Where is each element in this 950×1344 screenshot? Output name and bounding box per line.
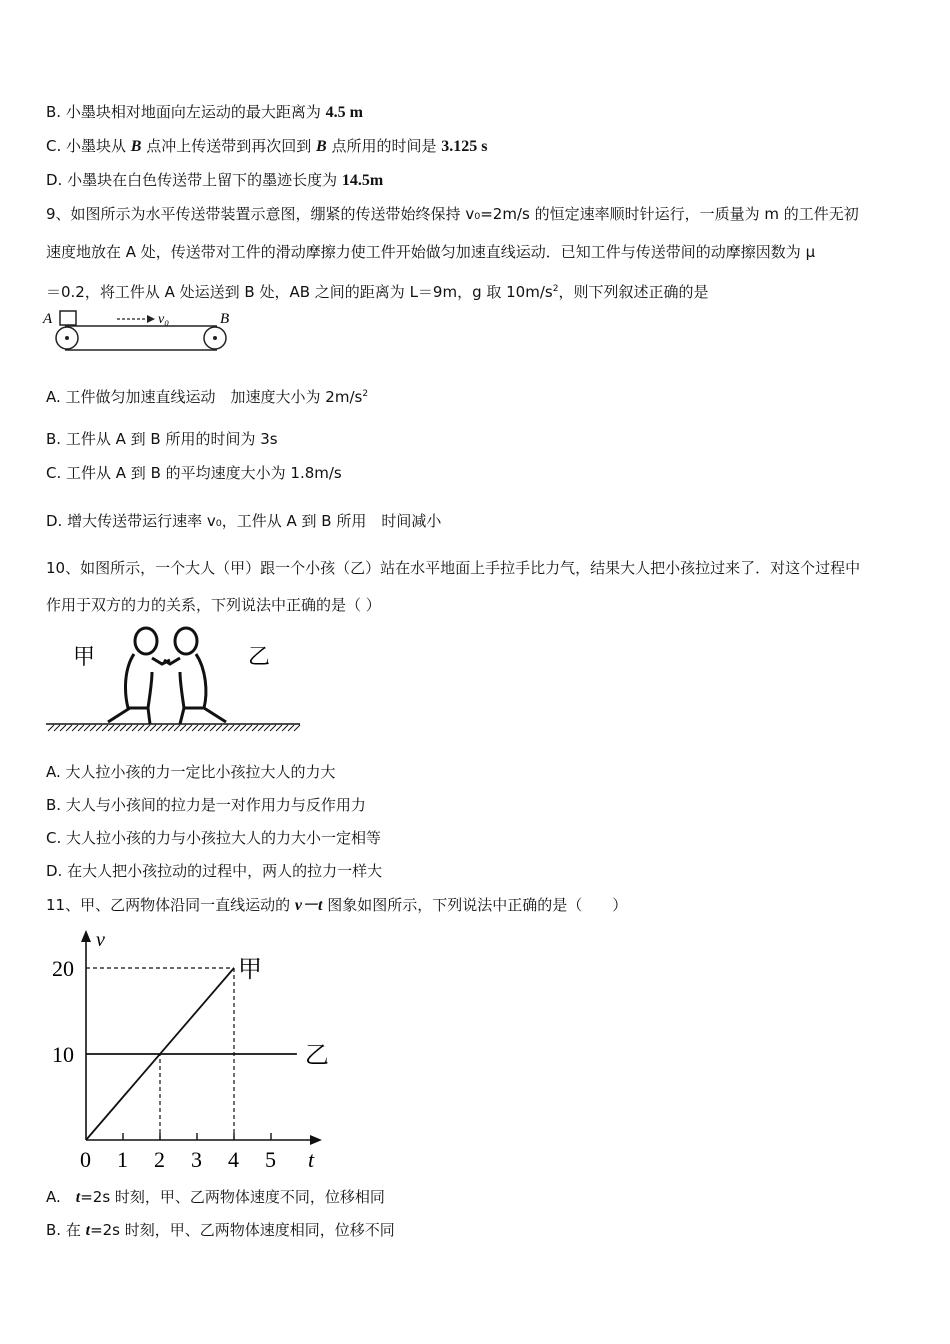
q10-option-a: A. 大人拉小孩的力一定比小孩拉大人的力大 [46,763,336,781]
q11-option-a-post: =2s 时刻，甲、乙两物体速度不同，位移相同 [80,1188,385,1206]
q9-option-a-sup: 2 [362,389,369,399]
hatch-mark [90,725,96,731]
conveyor-label-a: A [43,311,53,327]
q11-stem-post: 图象如图所示，下列说法中正确的是（ ） [322,896,628,914]
q8-option-b [46,102,363,123]
hatch-mark [252,725,258,731]
hatch-mark [72,725,78,731]
hatch-mark [48,725,54,731]
q9-stem-line3 [46,279,708,302]
hatch-mark [264,725,270,731]
q9-stem-line3-text: ＝0.2，将工件从 A 处运送到 B 处，AB 之间的距离为 L＝9m，g 取 10m/s [46,283,553,301]
q9-option-a-text: A. 工件做匀加速直线运动 加速度大小为 2m/s [46,388,363,406]
ground-hatching [48,725,300,731]
hatch-mark [114,725,120,731]
x-tick-label: 0 [80,1147,91,1172]
hatch-mark [108,725,114,731]
x-tick-label: 5 [265,1147,276,1172]
right-pulley-axle [213,336,217,340]
q10-stem-line1: 10、如图所示，一个大人（甲）跟一个小孩（乙）站在水平地面上手拉手比力气，结果大人把小孩拉过来了．对这个过程中 [46,559,861,577]
q11-option-a-t: t [75,1189,81,1206]
q11-stem [46,895,627,916]
left-pulley-axle [65,336,69,340]
q9-stem-line3-sup: 2 [552,284,559,294]
hatch-mark [192,725,198,731]
adult-leg-right [148,708,150,724]
q9-option-b: B. 工件从 A 到 B 所用的时间为 3s [46,430,278,448]
hatch-mark [96,725,102,731]
conveyor-belt-figure [40,306,240,356]
workpiece-block [60,311,76,325]
q8-option-d-value: 14.5m [341,172,384,189]
hatch-mark [276,725,282,731]
x-tick-label: 3 [191,1147,202,1172]
series-yi-label: 乙 [304,1043,329,1069]
hatch-mark [168,725,174,731]
hatch-mark [138,725,144,731]
y-tick-label: 20 [52,956,74,981]
q8-option-c-value: 3.125 s [441,138,488,155]
vt-chart [40,924,340,1176]
hatch-mark [186,725,192,731]
label-yi: 乙 [248,644,271,669]
hatch-mark [240,725,246,731]
child-leg-right [204,708,226,722]
hatch-mark [84,725,90,731]
q8-option-d-text: D. 小墨块在白色传送带上留下的墨迹长度为 [46,171,342,189]
hatch-mark [258,725,264,731]
q9-stem-line1: 9、如图所示为水平传送带装置示意图，绷紧的传送带始终保持 v₀=2m/s 的恒定速率顺时针运行，一质量为 m 的工件无初 [46,205,859,223]
velocity-arrowhead [147,315,155,323]
x-tick-label: 4 [228,1147,239,1172]
y-axis-arrow [81,930,91,942]
q8-option-c-mid: 点冲上传送带到再次回到 [141,137,316,155]
hatch-mark [204,725,210,731]
q9-option-d: D. 增大传送带运行速率 v₀，工件从 A 到 B 所用 时间减小 [46,512,442,530]
hatch-mark [174,725,180,731]
q11-option-b-t: t [85,1222,91,1239]
hatch-mark [288,725,294,731]
hatch-mark [54,725,60,731]
adult-body [126,654,152,708]
hatch-mark [120,725,126,731]
child-body [180,654,206,708]
q8-option-c-post: 点所用的时间是 [326,137,442,155]
hatch-mark [294,725,300,731]
hatch-mark [246,725,252,731]
child-head [175,628,197,654]
q11-option-a-pre: A. [46,1188,76,1206]
series-jia-label: 甲 [238,957,262,983]
hatch-mark [180,725,186,731]
q8-option-c-b2: B [316,138,327,155]
hatch-mark [78,725,84,731]
hatch-mark [60,725,66,731]
hatch-mark [282,725,288,731]
hatch-mark [156,725,162,731]
hatch-mark [228,725,234,731]
adult-head [135,628,157,654]
q9-stem-line2: 速度地放在 A 处，传送带对工件的滑动摩擦力使工件开始做匀加速直线运动．已知工件与传送带间的动摩擦因数为 μ [46,243,816,261]
hatch-mark [162,725,168,731]
x-tick-label: 2 [154,1147,165,1172]
adult-leg-left [108,708,130,722]
q8-option-d [46,170,383,191]
q10-option-c: C. 大人拉小孩的力与小孩拉大人的力大小一定相等 [46,829,382,847]
x-axis-label: t [308,1147,315,1172]
child-leg-left [180,708,184,724]
hatch-mark [132,725,138,731]
hatch-mark [150,725,156,731]
x-axis-arrow [310,1135,322,1145]
q9-option-a [46,384,368,407]
tug-figure [40,624,305,736]
hatch-mark [222,725,228,731]
hatch-mark [66,725,72,731]
x-tick-label: 1 [117,1147,128,1172]
q10-option-d: D. 在大人把小孩拉动的过程中，两人的拉力一样大 [46,862,383,880]
hatch-mark [198,725,204,731]
y-axis-label: v [96,929,105,951]
q11-option-a [46,1187,385,1208]
hatch-mark [234,725,240,731]
q9-stem-line3-post: ，则下列叙述正确的是 [558,283,709,301]
hatch-mark [270,725,276,731]
label-jia: 甲 [73,644,96,669]
hatch-mark [126,725,132,731]
q8-option-c-b1: B [130,138,142,155]
child-arm [164,658,180,664]
q8-option-c-text: C. 小墨块从 [46,137,131,155]
q11-option-b [46,1220,395,1241]
q11-option-b-post: =2s 时刻，甲、乙两物体速度相同，位移不同 [90,1221,395,1239]
hatch-mark [216,725,222,731]
q8-option-c [46,136,487,157]
conveyor-label-b: B [220,311,230,327]
q9-option-c: C. 工件从 A 到 B 的平均速度大小为 1.8m/s [46,464,342,482]
hatch-mark [210,725,216,731]
q11-stem-pre: 11、甲、乙两物体沿同一直线运动的 [46,896,295,914]
conveyor-label-v0: v₀ [158,312,170,327]
q10-stem-line2: 作用于双方的力的关系，下列说法中正确的是（ ） [46,596,381,614]
q10-option-b: B. 大人与小孩间的拉力是一对作用力与反作用力 [46,796,366,814]
q11-stem-vt: v－t [294,897,323,914]
q8-option-b-value: 4.5 m [325,104,363,121]
hatch-mark [144,725,150,731]
hatch-mark [102,725,108,731]
y-tick-label: 10 [52,1042,74,1067]
q8-option-b-text: B. 小墨块相对地面向左运动的最大距离为 [46,103,326,121]
q11-option-b-pre: B. 在 [46,1221,86,1239]
